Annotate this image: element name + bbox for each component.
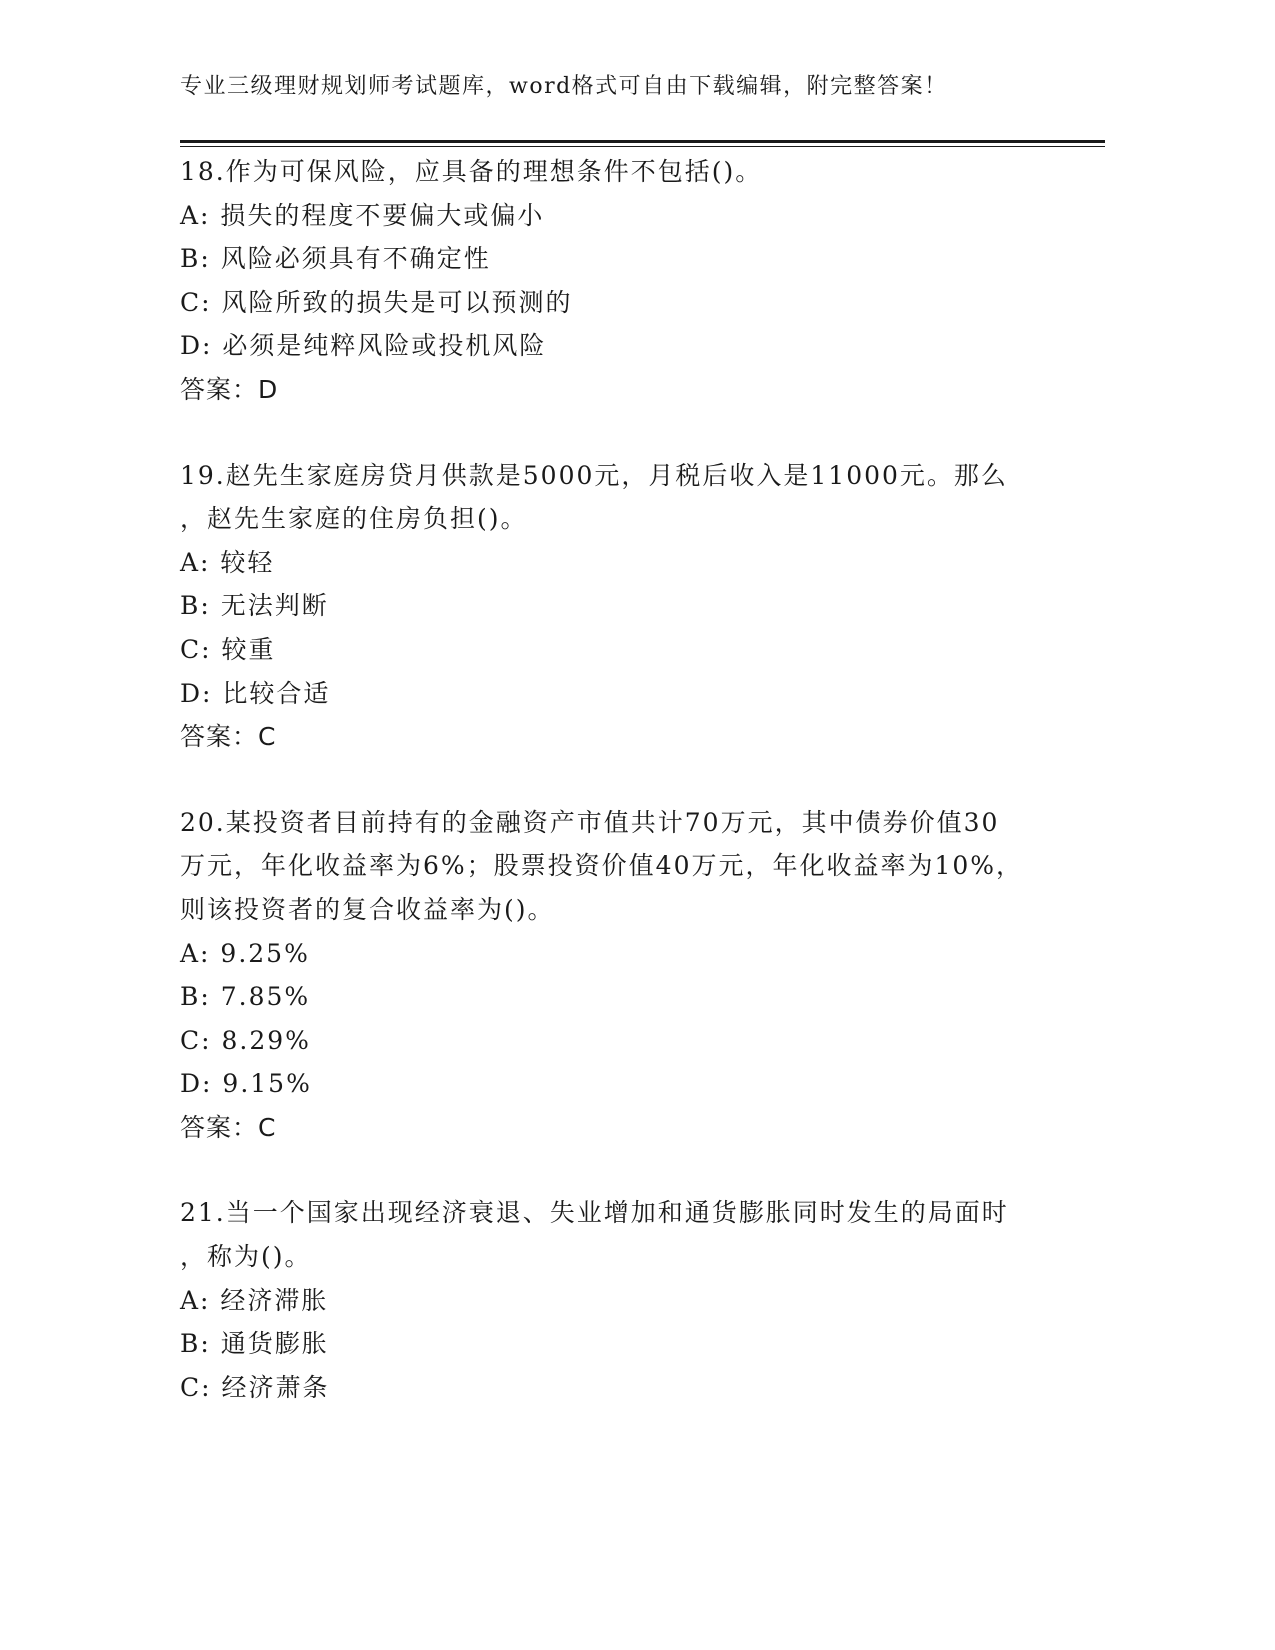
option-b: B: 风险必须具有不确定性	[180, 244, 491, 274]
question-stem: ，赵先生家庭的住房负担()。	[180, 504, 528, 534]
question-stem: 18.作为可保风险，应具备的理想条件不包括()。	[180, 157, 763, 186]
question-stem: 则该投资者的复合收益率为()。	[180, 894, 555, 924]
option-a: A: 9.25%	[180, 938, 310, 968]
question-21	[180, 1191, 1060, 1409]
question-19	[180, 454, 1060, 759]
answer-line: 答案：C	[180, 1112, 277, 1142]
question-20	[180, 801, 1060, 1150]
option-c: C: 较重	[180, 634, 276, 664]
question-18	[180, 150, 1060, 412]
option-b: B: 通货膨胀	[180, 1329, 329, 1359]
header-divider-thin	[180, 146, 1105, 147]
answer-line: 答案：D	[180, 374, 279, 404]
option-b: B: 7.85%	[180, 982, 311, 1012]
question-stem: 万元，年化收益率为6%；股票投资价值40万元，年化收益率为10%，	[180, 851, 1024, 881]
option-a: A: 损失的程度不要偏大或偏小	[180, 200, 545, 230]
question-stem: 21.当一个国家出现经济衰退、失业增加和通货膨胀同时发生的局面时	[180, 1198, 1009, 1228]
option-c: C: 风险所致的损失是可以预测的	[180, 287, 573, 317]
option-c: C: 经济萧条	[180, 1372, 330, 1402]
option-d: D: 必须是纯粹风险或投机风险	[180, 331, 547, 361]
option-d: D: 比较合适	[180, 678, 331, 708]
option-a: A: 经济滞胀	[180, 1285, 329, 1315]
question-stem: 20.某投资者目前持有的金融资产市值共计70万元，其中债券价值30	[180, 807, 1000, 837]
page-header: 专业三级理财规划师考试题库，word格式可自由下载编辑，附完整答案！	[180, 74, 948, 99]
option-d: D: 9.15%	[180, 1069, 312, 1099]
question-list	[180, 150, 1060, 1451]
option-c: C: 8.29%	[180, 1025, 311, 1055]
option-a: A: 较轻	[180, 547, 275, 577]
answer-line: 答案：C	[180, 722, 277, 752]
question-stem: ，称为()。	[180, 1242, 312, 1272]
header-divider-thick	[180, 140, 1105, 143]
question-stem: 19.赵先生家庭房贷月供款是5000元，月税后收入是11000元。那么	[180, 460, 1008, 490]
option-b: B: 无法判断	[180, 591, 329, 621]
